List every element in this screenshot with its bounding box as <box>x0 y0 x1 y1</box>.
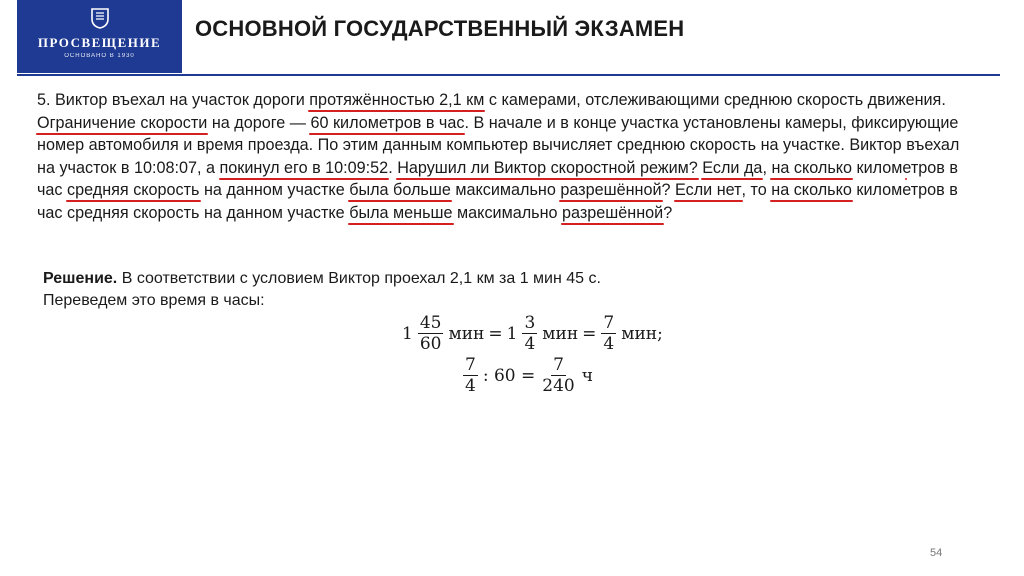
problem-text-segment: на дороге — <box>207 113 311 132</box>
underlined-phrase: въехал на участок в 10:08:07 <box>37 136 960 177</box>
solution-line-1 <box>43 268 743 290</box>
underlined-phrase: протяжённостью 2,1 км <box>309 91 485 109</box>
underlined-phrase: Ограничение скорости <box>37 113 208 132</box>
problem-text-segment: ? <box>663 203 673 222</box>
problem-text-segment: ? <box>661 181 676 200</box>
logo-brand: ПРОСВЕЩЕНИЕ <box>37 35 162 50</box>
problem-text-segment: на данном участке <box>199 181 350 200</box>
problem-text-segment: . В начале и в конце участка установлены камеры, фиксирующие номер автомобиля и время проезда. По этим данным компьютер вычисляет среднюю скорость на участке. Виктор <box>37 113 959 155</box>
eq1-whole-2: 1 <box>506 323 518 344</box>
underlined-phrase: разрешённой <box>560 181 662 200</box>
underlined-phrase: 60 километров в час <box>310 113 465 132</box>
underlined-phrase: на сколько <box>771 158 853 177</box>
page-number: 54 <box>930 547 943 559</box>
underlined-phrase: Если да <box>702 158 763 177</box>
eq1-unit-3: мин; <box>621 323 663 344</box>
problem-text-segment: , а <box>197 158 220 177</box>
underlined-phrase: покинул его в 10:09:52 <box>219 158 389 177</box>
problem-text-segment: , то <box>741 181 772 200</box>
problem-text-segment: километров в час средняя скорость на данном участке <box>37 181 958 222</box>
underlined-phrase: Если нет <box>675 181 742 200</box>
underlined-phrase: была меньше <box>349 203 453 222</box>
problem-text-segment: 5. Виктор въехал на участок дороги <box>37 91 310 109</box>
problem-text-segment: . <box>388 158 398 177</box>
underlined-phrase: средняя скорость <box>67 181 200 200</box>
equation-hours <box>462 356 593 395</box>
header-divider <box>17 74 1000 76</box>
logo-tagline: ОСНОВАНО В 1930 <box>64 53 135 59</box>
eq1-unit-1: мин <box>448 323 485 344</box>
page-title: ОСНОВНОЙ ГОСУДАРСТВЕННЫЙ ЭКЗАМЕН <box>195 16 685 41</box>
solution-label: Решение. <box>43 270 118 287</box>
eq1-fraction-3: $\frac{7}{4}$ <box>603 313 615 354</box>
problem-text-segment: с камерами, отслеживающими среднюю скорость движения. <box>484 91 946 109</box>
eq1-fraction-1: $\frac{45}{60}$ <box>419 313 442 354</box>
publisher-logo <box>17 0 182 73</box>
problem-text-segment: километров в час <box>37 158 958 200</box>
solution-block <box>43 268 743 312</box>
eq1-equals-1: = <box>488 323 503 344</box>
eq2-operation: : 60 = <box>482 365 536 386</box>
problem-text-segment: максимально <box>450 181 561 200</box>
underlined-phrase: разрешённой <box>562 203 664 222</box>
underlined-phrase: Нарушил ли Виктор скоростной режим? <box>397 158 698 177</box>
solution-line-2: Переведем это время в часы: <box>43 292 265 309</box>
eq1-fraction-2: $\frac{3}{4}$ <box>524 313 536 354</box>
problem-text <box>37 89 967 225</box>
eq2-fraction-2: $\frac{7}{240}$ <box>542 355 575 396</box>
eq1-unit-2: мин <box>542 323 579 344</box>
eq2-unit: ч <box>581 365 593 386</box>
eq2-fraction-1: $\frac{7}{4}$ <box>465 355 476 396</box>
solution-statement: В соответствии с условием Виктор проехал 2,1 км за 1 мин 45 с. <box>117 270 601 287</box>
underlined-phrase: была больше <box>349 181 451 200</box>
problem-text-segment: максимально <box>452 203 563 222</box>
problem-text-segment: , <box>762 158 772 177</box>
eq1-whole-1: 1 <box>402 323 413 344</box>
equation-time-conversion <box>402 314 663 353</box>
book-shield-icon <box>90 7 110 29</box>
eq1-equals-2: = <box>582 323 597 344</box>
underlined-phrase: на сколько <box>771 181 852 200</box>
